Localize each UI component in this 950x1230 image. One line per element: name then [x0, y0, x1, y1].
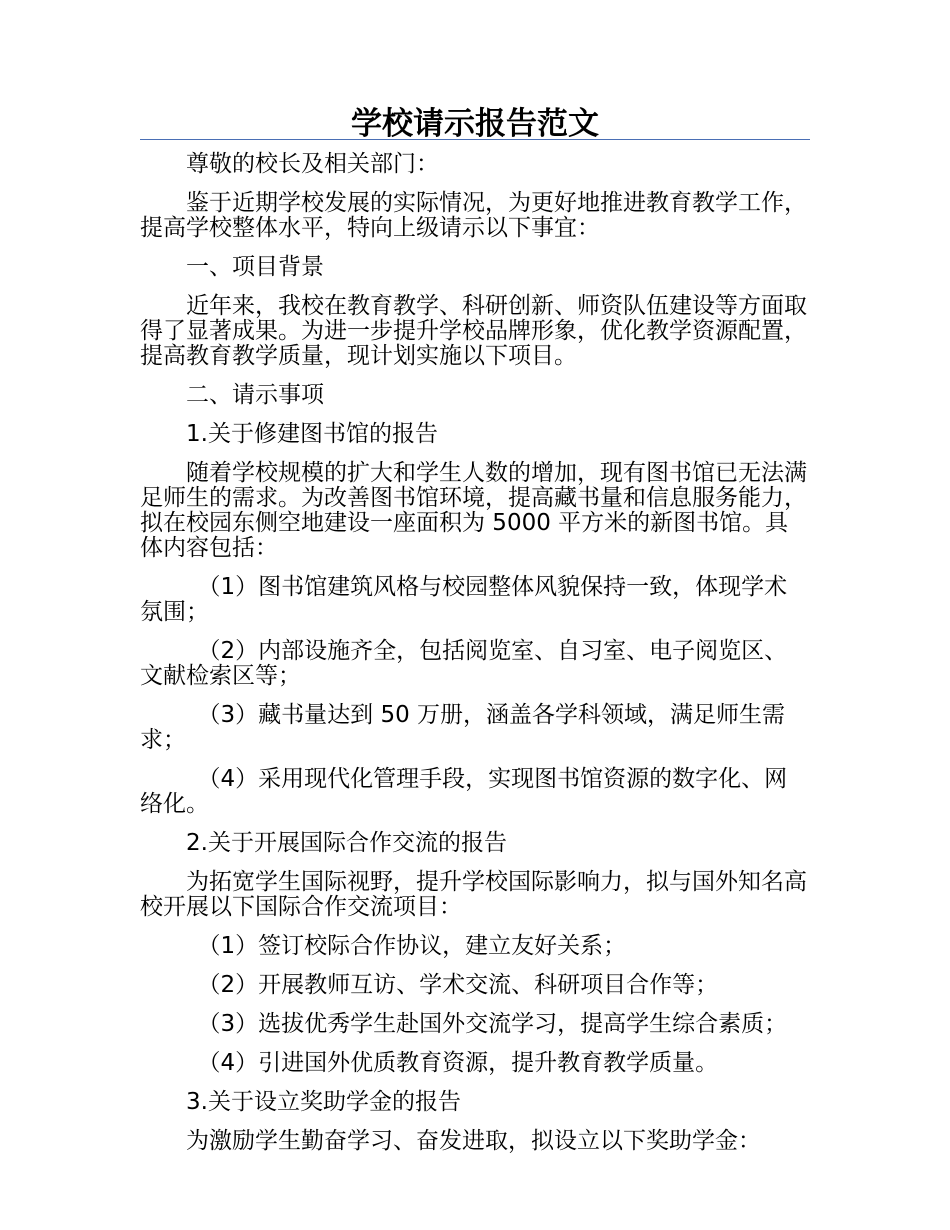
paragraph: （4）采用现代化管理手段，实现图书馆资源的数字化、网络化。 [140, 766, 788, 817]
title-underline [140, 139, 810, 140]
paragraph: 一、项目背景 [186, 254, 324, 280]
paragraph: （3）选拔优秀学生赴国外交流学习，提高学生综合素质； [197, 1011, 788, 1037]
paragraph: （2）开展教师互访、学术交流、科研项目合作等； [197, 972, 719, 998]
paragraph: 随着学校规模的扩大和学生人数的增加，现有图书馆已无法满足师生的需求。为改善图书馆环境，提高藏书量和信息服务能力，拟在校园东侧空地建设一座面积为 5000 平方米的新图书馆。具体内容包括： [140, 460, 807, 561]
paragraph: 二、请示事项 [186, 382, 324, 408]
paragraph: 3.关于设立奖助学金的报告 [186, 1089, 461, 1115]
paragraph: 为激励学生勤奋学习、奋发进取，拟设立以下奖助学金： [186, 1128, 761, 1154]
paragraph: 鉴于近期学校发展的实际情况，为更好地推进教育教学工作，提高学校整体水平，特向上级请示以下事宜： [140, 190, 807, 241]
paragraph: 尊敬的校长及相关部门： [186, 151, 439, 177]
paragraph: （1）图书馆建筑风格与校园整体风貌保持一致，体现学术氛围； [140, 574, 788, 625]
paragraph: 2.关于开展国际合作交流的报告 [186, 830, 507, 856]
paragraph: 近年来，我校在教育教学、科研创新、师资队伍建设等方面取得了显著成果。为进一步提升学校品牌形象，优化教学资源配置，提高教育教学质量，现计划实施以下项目。 [140, 293, 807, 369]
document-title: 学校请示报告范文 [351, 106, 599, 142]
paragraph: （3）藏书量达到 50 万册，涵盖各学科领域，满足师生需求； [140, 702, 786, 753]
paragraph: 1.关于修建图书馆的报告 [186, 421, 438, 447]
paragraph: 为拓宽学生国际视野，提升学校国际影响力，拟与国外知名高校开展以下国际合作交流项目： [140, 869, 807, 920]
document-body [140, 152, 810, 1168]
paragraph: （2）内部设施齐全，包括阅览室、自习室、电子阅览区、文献检索区等； [140, 638, 788, 689]
paragraph: （1）签订校际合作协议，建立友好关系； [197, 933, 627, 959]
paragraph: （4）引进国外优质教育资源，提升教育教学质量。 [197, 1050, 719, 1076]
